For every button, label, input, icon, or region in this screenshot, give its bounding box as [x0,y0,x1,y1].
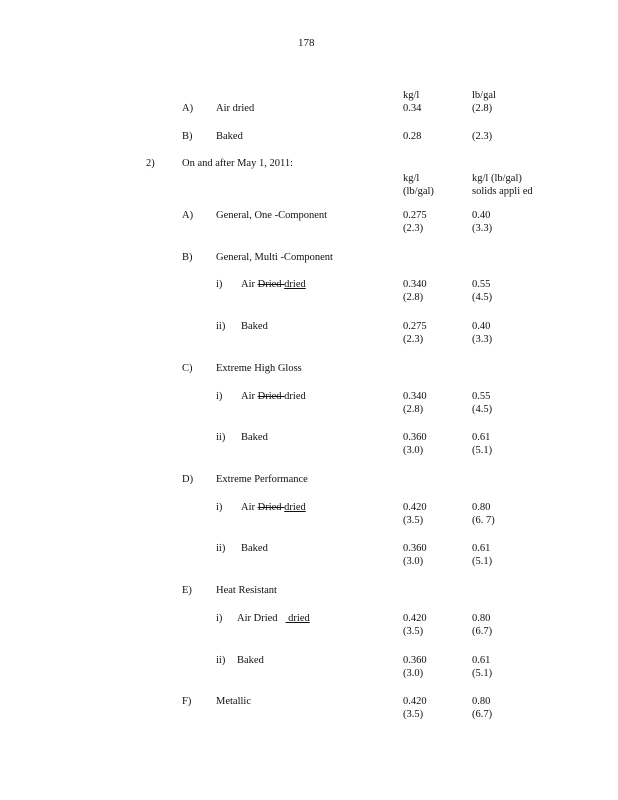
subitem-label: Baked [241,432,268,443]
col1-header-kgl: kg/l [403,90,420,101]
col2-header-lbgal: lb/gal [472,90,496,101]
subitem-number: i) [216,279,223,290]
value-kgl: 0.34 [403,103,422,114]
value-solids-lbgal: (4.5) [472,292,493,303]
value-lbgal: (2.3) [403,223,424,234]
inserted-text: dried [285,613,310,624]
subitem-number: i) [216,613,223,624]
value-lbgal: (3.0) [403,445,424,456]
item-label: Baked [216,131,243,142]
value-solids-lbgal: (6. 7) [472,515,495,526]
value-kgl: 0.340 [403,279,427,290]
subitem-number: i) [216,502,223,513]
deleted-text: Dried [257,279,285,290]
label-text: Air [241,502,258,513]
item-label: Metallic [216,696,251,707]
value-lbgal: (2.3) [403,334,424,345]
label-text: Air [241,279,258,290]
subitem-number: ii) [216,321,226,332]
deleted-text: Dried [257,391,285,402]
value-lbgal: (2.8) [403,404,424,415]
subitem-label [241,278,306,291]
inserted-text: dried [284,279,306,290]
col2-header-line2: solids appli ed [472,186,533,197]
item-label: General, One -Component [216,210,328,221]
item-letter: B) [182,131,193,142]
subitem-label: Baked [237,655,264,666]
value-solids-lbgal: (5.1) [472,445,493,456]
label-text: Air [241,391,258,402]
value-solids-lbgal: (5.1) [472,668,493,679]
value-solids-kgl: 0.61 [472,655,491,666]
value-kgl: 0.420 [403,613,427,624]
col1-header-line2: (lb/gal) [403,186,434,197]
value-lbgal: (3.0) [403,556,424,567]
subitem-number: ii) [216,543,226,554]
value-solids-kgl: 0.61 [472,543,491,554]
value-kgl: 0.420 [403,696,427,707]
item-label: Extreme Performance [216,474,308,485]
value-lbgal: (3.5) [403,709,424,720]
item-letter: F) [182,696,192,707]
value-solids-kgl: 0.40 [472,321,491,332]
inserted-text: dried [284,391,306,402]
item-letter: D) [182,474,194,485]
item-letter: E) [182,585,192,596]
value-solids-kgl: 0.80 [472,502,491,513]
value-lbgal: (2.8) [403,292,424,303]
value-kgl: 0.28 [403,131,422,142]
value-solids-lbgal: (6.7) [472,709,493,720]
value-kgl: 0.340 [403,391,427,402]
value-solids-kgl: 0.55 [472,279,491,290]
value-solids-lbgal: (5.1) [472,556,493,567]
value-kgl: 0.275 [403,321,427,332]
value-solids-lbgal: (6.7) [472,626,493,637]
deleted-text: Dried [257,502,285,513]
item-label: Air dried [216,103,255,114]
item-label: Heat Resistant [216,585,277,596]
value-lbgal: (3.5) [403,515,424,526]
value-kgl: 0.360 [403,432,427,443]
subitem-number: ii) [216,655,226,666]
page-number: 178 [298,37,315,49]
subitem-label: Baked [241,543,268,554]
item-label: Extreme High Gloss [216,363,302,374]
value-lbgal: (3.5) [403,626,424,637]
value-solids-kgl: 0.40 [472,210,491,221]
value-kgl: 0.360 [403,543,427,554]
inserted-text: dried [284,502,306,513]
item-letter: C) [182,363,193,374]
section-number: 2) [146,158,155,169]
section-heading: On and after May 1, 2011: [182,158,293,169]
subitem-label [241,390,306,403]
value-solids-lbgal: (4.5) [472,404,493,415]
col1-header-line1: kg/l [403,173,420,184]
value-solids-kgl: 0.55 [472,391,491,402]
subitem-number: i) [216,391,223,402]
value-kgl: 0.360 [403,655,427,666]
value-solids-kgl: 0.80 [472,696,491,707]
subitem-label [237,612,310,625]
value-kgl: 0.275 [403,210,427,221]
value-solids-lbgal: (3.3) [472,223,493,234]
value-solids-kgl: 0.61 [472,432,491,443]
item-letter: A) [182,210,194,221]
label-text: Air Dried [237,613,278,624]
value-lbgal: (2.3) [472,131,493,142]
subitem-label: Baked [241,321,268,332]
value-lbgal: (3.0) [403,668,424,679]
item-letter: B) [182,252,193,263]
value-solids-lbgal: (3.3) [472,334,493,345]
item-label: General, Multi -Component [216,252,333,263]
value-lbgal: (2.8) [472,103,493,114]
item-letter: A) [182,103,194,114]
subitem-number: ii) [216,432,226,443]
value-kgl: 0.420 [403,502,427,513]
value-solids-kgl: 0.80 [472,613,491,624]
col2-header-line1: kg/l (lb/gal) [472,173,522,184]
subitem-label [241,501,306,514]
